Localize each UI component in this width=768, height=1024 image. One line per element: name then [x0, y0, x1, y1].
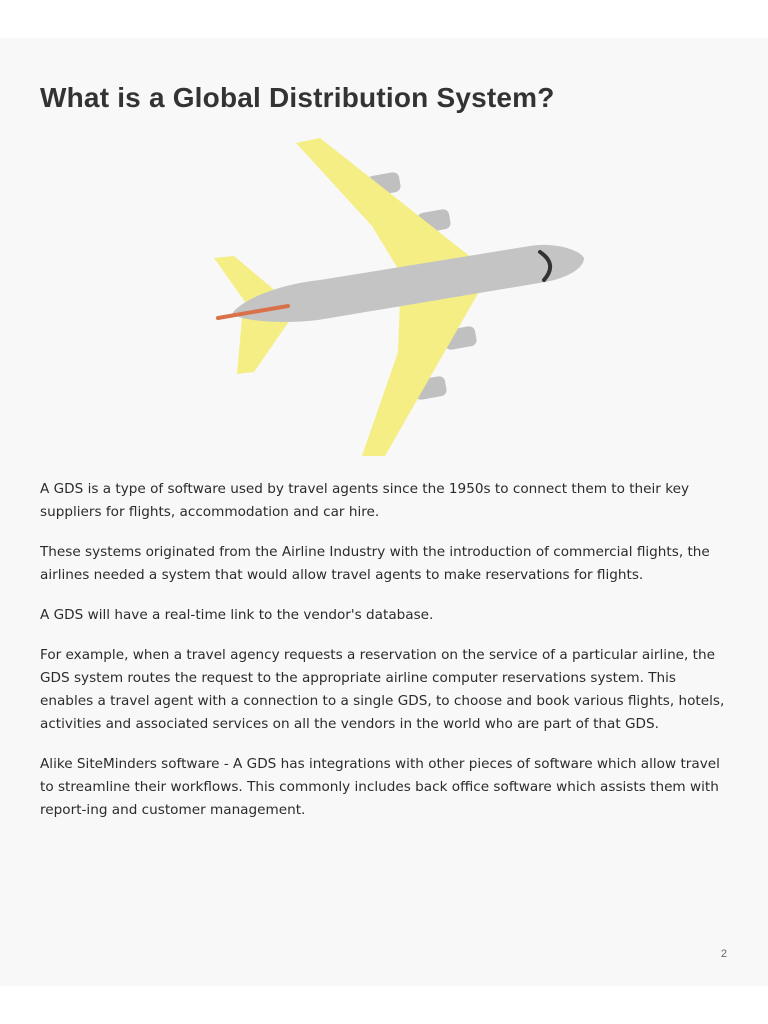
- paragraph: For example, when a travel agency requests a reservation on the service of a particular airline, the GDS system routes the request to the appropriate airline computer reservations system. This enables a travel agent with a connection to a single GDS, to choose and book various flights, hotels, activities and associated services on all the vendors in the world who are part of that GDS.: [40, 647, 725, 732]
- page-number: 2: [720, 948, 727, 960]
- airplane-illustration: [200, 134, 600, 464]
- paragraph: A GDS is a type of software used by travel agents since the 1950s to connect them to their key suppliers for flights, accommodation and car hire.: [40, 481, 690, 520]
- paragraph: These systems originated from the Airline Industry with the introduction of commercial flights, the airlines needed a system that would allow travel agents to make reservations for flights.: [40, 544, 710, 583]
- tail-fin-shape: [237, 318, 290, 374]
- paragraph: A GDS will have a real-time link to the vendor's database.: [40, 607, 434, 623]
- body-text: [40, 478, 730, 839]
- airplane-icon: [200, 134, 600, 464]
- paragraph: Alike SiteMinders software - A GDS has integrations with other pieces of software which allow travel to streamline their workflows. This commonly includes back office software which assists them with report-ing and customer management.: [40, 756, 720, 818]
- page-title: What is a Global Distribution System?: [40, 82, 555, 113]
- wing-shape: [362, 290, 480, 456]
- document-page: [0, 38, 768, 986]
- wing-shape: [296, 138, 472, 272]
